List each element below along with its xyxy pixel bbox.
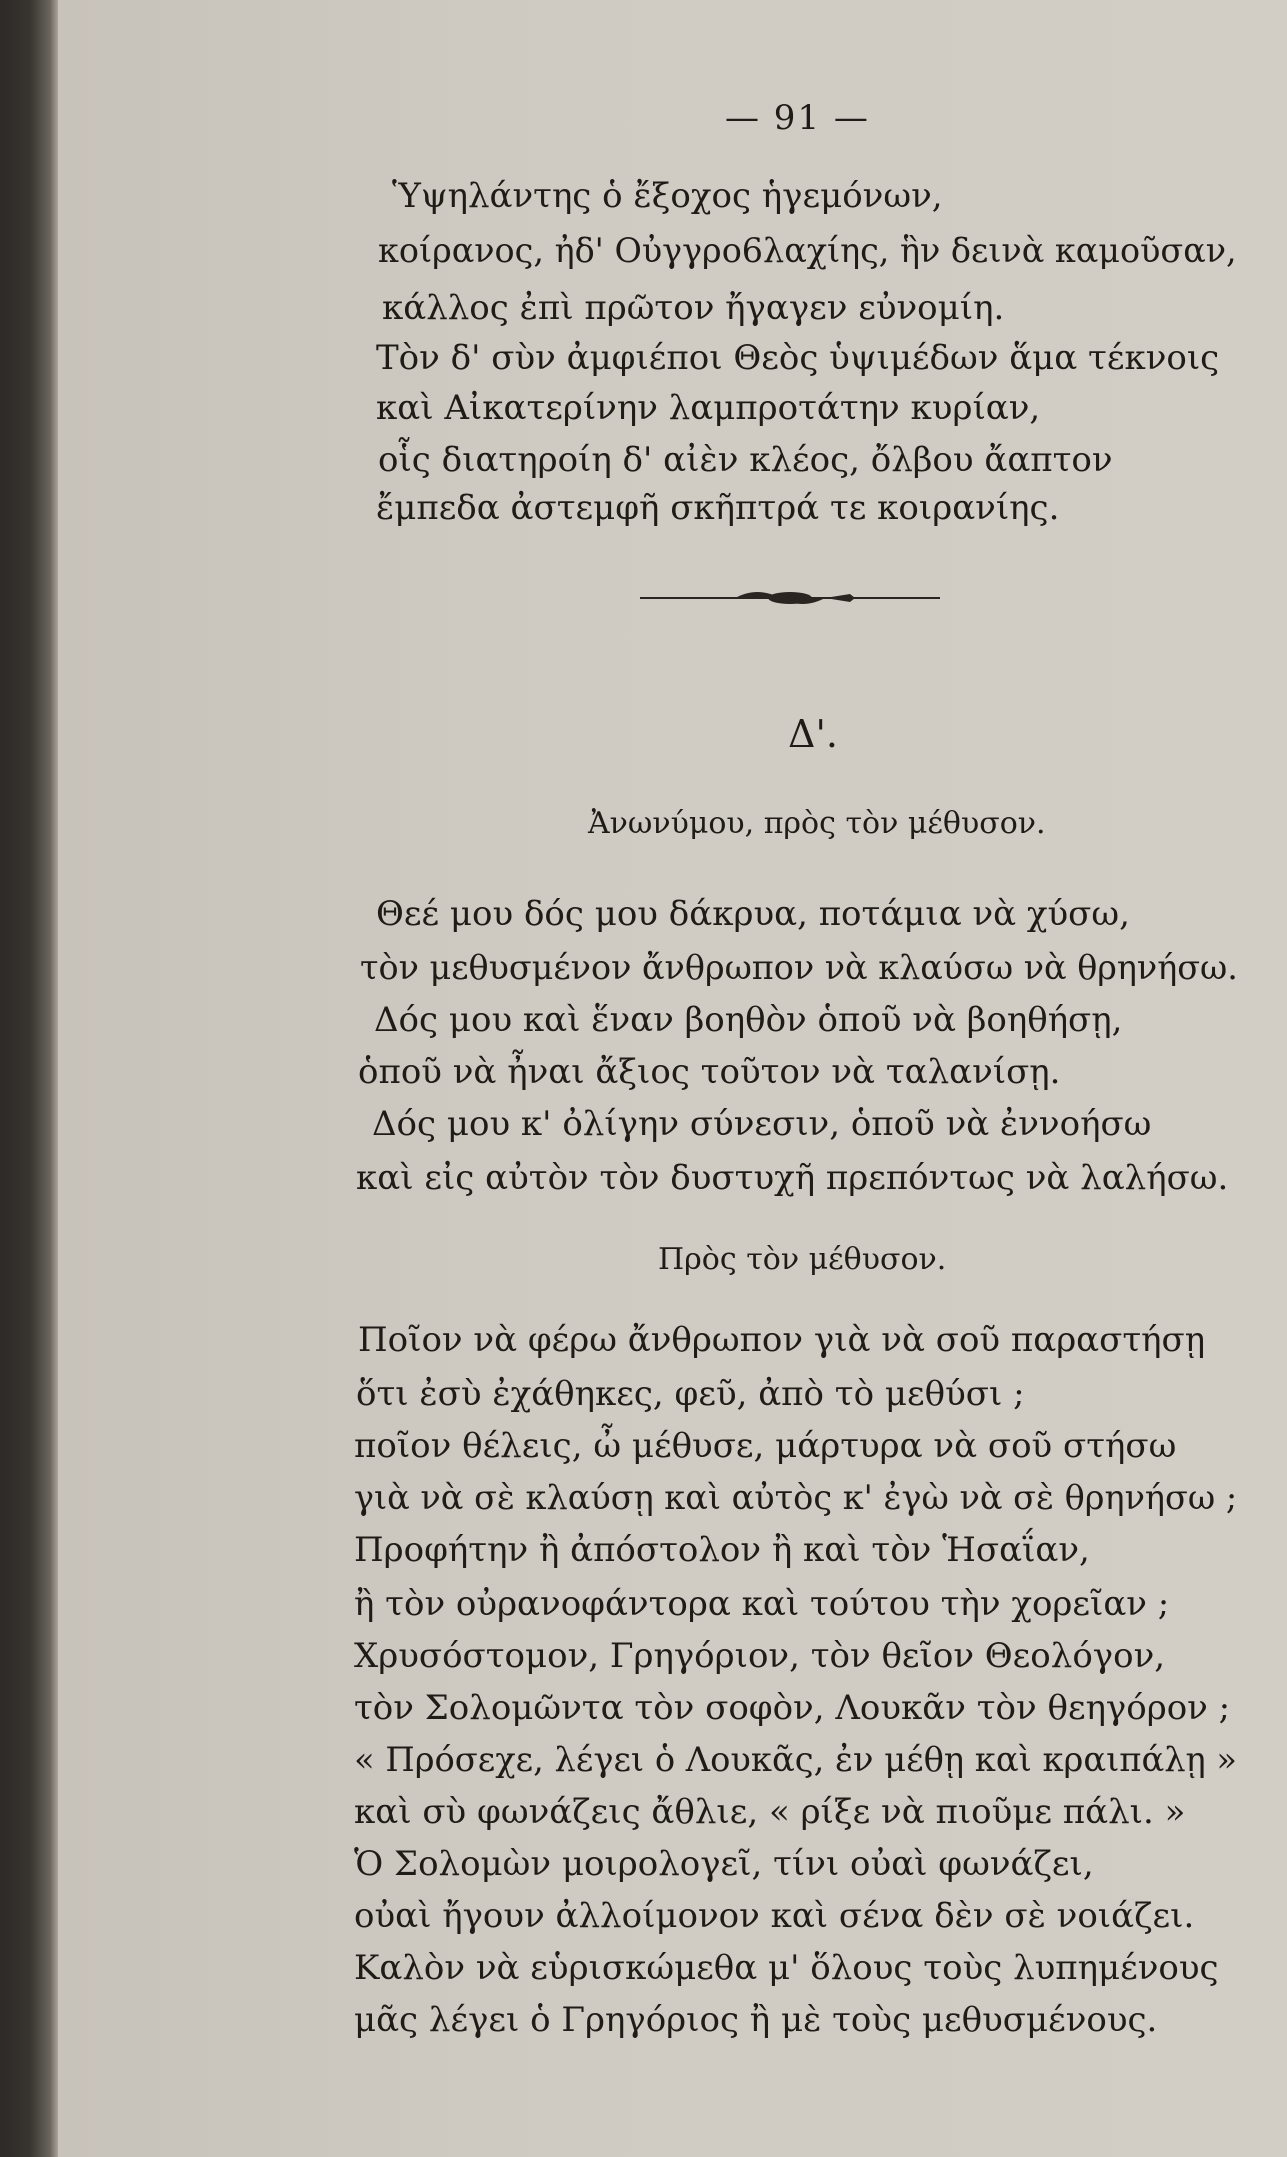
verse-line: οἷς διατηροίη δ' αἰὲν κλέος, ὄλβου ἄαπτον xyxy=(378,440,1113,480)
verse-line: Ὁ Σολομὼν μοιρολογεῖ, τίνι οὐαὶ φωνάζει, xyxy=(354,1844,1094,1884)
verse-line: ἢ τὸν οὐρανοφάντορα καὶ τούτου τὴν χορεῖαν ; xyxy=(354,1584,1170,1624)
verse-line: Θεέ μου δός μου δάκρυα, ποτάμια νὰ χύσω, xyxy=(376,894,1130,934)
verse-line: τὸν Σολομῶντα τὸν σοφὸν, Λουκᾶν τὸν θεηγόρον ; xyxy=(354,1688,1231,1728)
poem-heading: Πρὸς τὸν μέθυσον. xyxy=(658,1242,947,1277)
verse-line: μᾶς λέγει ὁ Γρηγόριος ἢ μὲ τοὺς μεθυσμένους. xyxy=(354,2000,1158,2040)
verse-line: ποῖον θέλεις, ὦ μέθυσε, μάρτυρα νὰ σοῦ στήσω xyxy=(354,1426,1177,1466)
verse-line: κάλλος ἐπὶ πρῶτον ἤγαγεν εὐνομίη. xyxy=(382,288,1005,328)
verse-line: καὶ σὺ φωνάζεις ἄθλιε, « ρίξε νὰ πιοῦμε πάλι. » xyxy=(354,1792,1186,1832)
verse-line: Ὑψηλάντης ὁ ἔξοχος ἡγεμόνων, xyxy=(392,176,943,216)
verse-line: Τὸν δ' σὺν ἀμφιέποι Θεὸς ὑψιμέδων ἅμα τέκνοις xyxy=(376,338,1220,378)
verse-line: ἔμπεδα ἀστεμφῆ σκῆπτρά τε κοιρανίης. xyxy=(376,488,1060,528)
verse-line: καὶ εἰς αὐτὸν τὸν δυστυχῆ πρεπόντως νὰ λαλήσω. xyxy=(356,1158,1229,1198)
poem-heading: Ἀνωνύμου, πρὸς τὸν μέθυσον. xyxy=(588,806,1046,841)
verse-line: οὐαὶ ἤγουν ἀλλοίμονον καὶ σένα δὲν σὲ νοιάζει. xyxy=(354,1896,1195,1936)
verse-line: « Πρόσεχε, λέγει ὁ Λουκᾶς, ἐν μέθῃ καὶ κραιπάλῃ » xyxy=(354,1740,1238,1779)
verse-line: ὅτι ἐσὺ ἐχάθηκες, φεῦ, ἀπὸ τὸ μεθύσι ; xyxy=(356,1374,1025,1414)
section-letter: Δ'. xyxy=(788,712,838,756)
verse-line: Δός μου κ' ὀλίγην σύνεσιν, ὁποῦ νὰ ἐννοήσω xyxy=(372,1104,1152,1144)
verse-line: κοίρανος, ἠδ' Οὐγγρο6λαχίης, ἣν δεινὰ καμοῦσαν, xyxy=(378,231,1237,270)
verse-line: ὁποῦ νὰ ἦναι ἄξιος τοῦτον νὰ ταλανίσῃ. xyxy=(358,1052,1061,1092)
verse-line: Χρυσόστομον, Γρηγόριον, τὸν θεῖον Θεολόγον, xyxy=(354,1636,1166,1676)
verse-line: γιὰ νὰ σὲ κλαύσῃ καὶ αὐτὸς κ' ἐγὼ νὰ σὲ θρηνήσω ; xyxy=(354,1478,1238,1517)
verse-line: καὶ Αἰκατερίνην λαμπροτάτην κυρίαν, xyxy=(376,388,1041,428)
verse-line: Καλὸν νὰ εὑρισκώμεθα μ' ὅλους τοὺς λυπημένους xyxy=(354,1948,1219,1988)
verse-line: Προφήτην ἢ ἀπόστολον ἢ καὶ τὸν Ἡσαΐαν, xyxy=(354,1530,1090,1570)
ornament-divider xyxy=(640,586,940,610)
verse-line: Δός μου καὶ ἕναν βοηθὸν ὁποῦ νὰ βοηθήσῃ, xyxy=(374,1000,1123,1040)
book-gutter xyxy=(0,0,58,2157)
verse-line: Ποῖον νὰ φέρω ἄνθρωπον γιὰ νὰ σοῦ παραστήσῃ xyxy=(358,1320,1206,1360)
page-number: — 91 — xyxy=(725,98,870,138)
verse-line: τὸν μεθυσμένον ἄνθρωπον νὰ κλαύσω νὰ θρηνήσω. xyxy=(360,948,1238,987)
